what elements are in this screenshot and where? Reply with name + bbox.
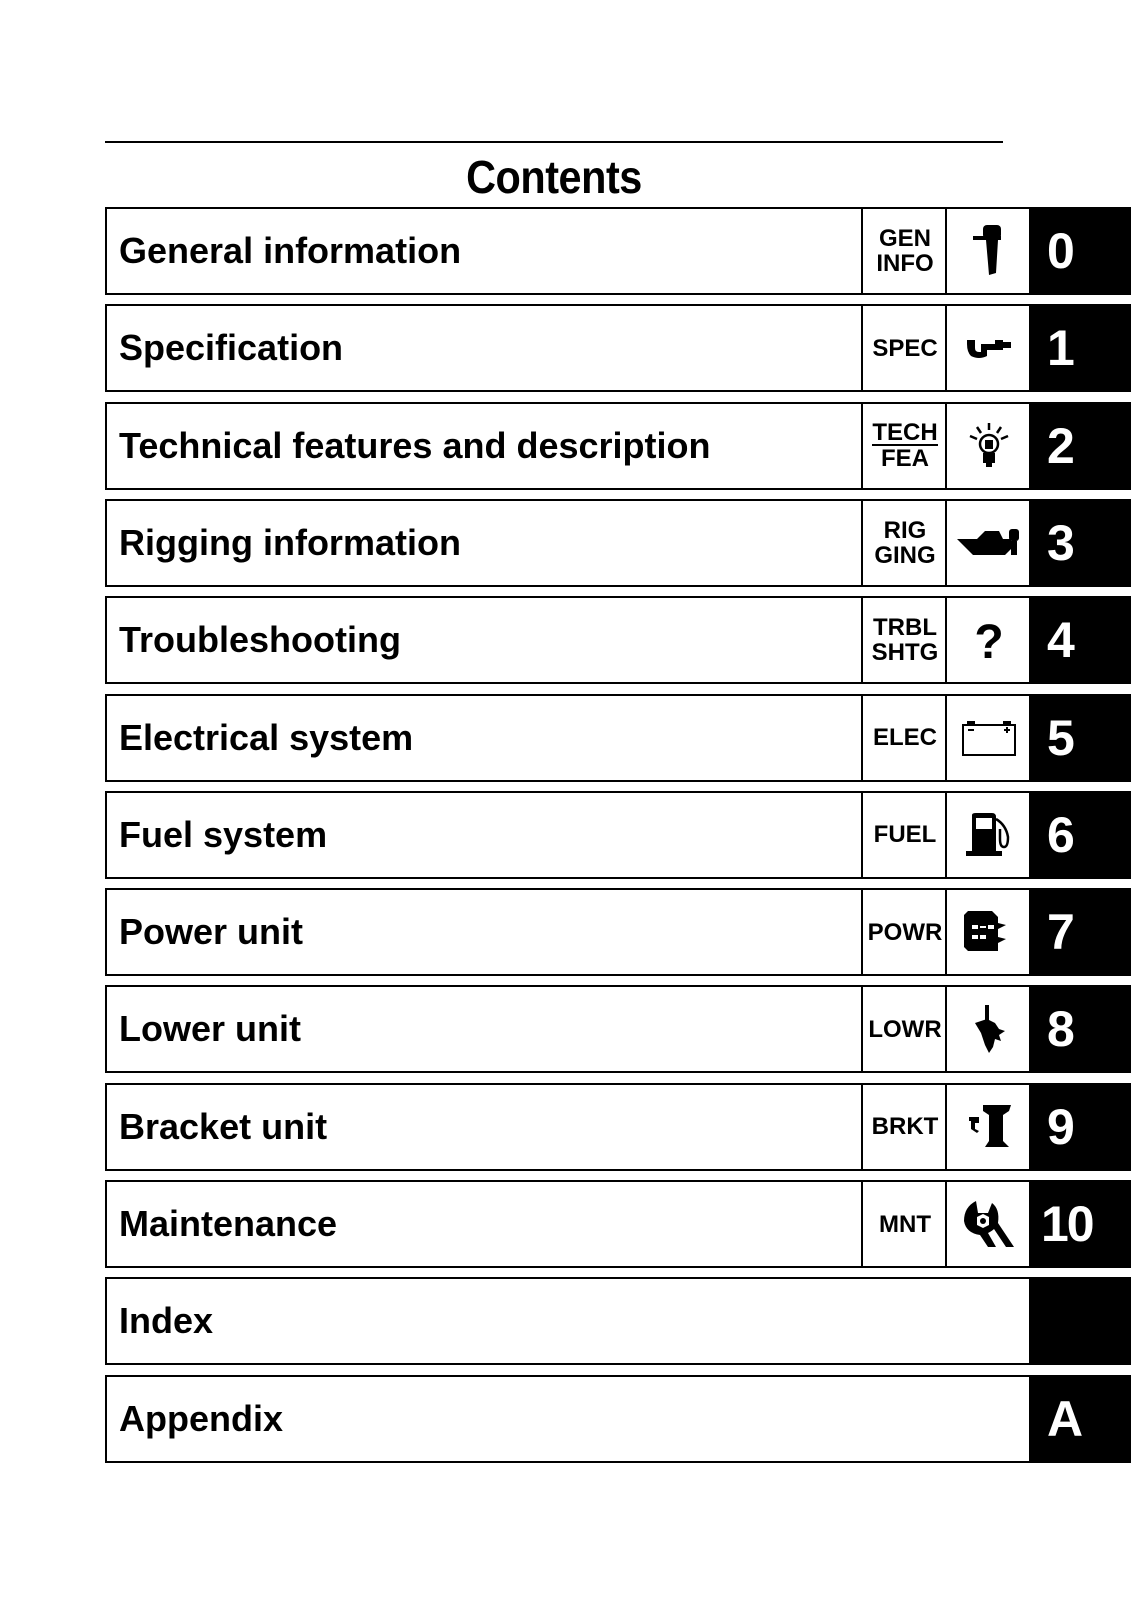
abbreviation-line: SHTG: [871, 639, 939, 667]
contents-row-specification[interactable]: [105, 304, 1131, 392]
abbreviation-line: TECH: [872, 418, 938, 446]
section-abbreviation: [861, 598, 947, 682]
section-title[interactable]: Technical features and description: [119, 424, 711, 466]
chapter-tab[interactable]: 0: [1029, 207, 1131, 295]
chapter-tab[interactable]: 6: [1029, 791, 1131, 879]
chapter-tab[interactable]: 5: [1029, 694, 1131, 782]
section-abbreviation: [861, 890, 947, 974]
row-box: [105, 1180, 1031, 1268]
micrometer-icon: [945, 306, 1031, 390]
chapter-tab[interactable]: 3: [1029, 499, 1131, 587]
chapter-tab[interactable]: 9: [1029, 1083, 1131, 1171]
contents-row-rigging-information[interactable]: [105, 499, 1131, 587]
light-bulb-icon: [945, 404, 1031, 488]
chapter-tab[interactable]: 2: [1029, 402, 1131, 490]
section-title[interactable]: Electrical system: [119, 716, 414, 758]
contents-row-lower-unit[interactable]: [105, 985, 1131, 1073]
row-box: [105, 596, 1031, 684]
section-title[interactable]: Fuel system: [119, 813, 328, 855]
abbreviation-line: RIG: [883, 516, 927, 544]
contents-row-power-unit[interactable]: [105, 888, 1131, 976]
row-box: [105, 402, 1031, 490]
page-title: Contents: [466, 151, 642, 203]
section-title[interactable]: Rigging information: [119, 521, 461, 563]
contents-row-bracket-unit[interactable]: [105, 1083, 1131, 1171]
section-abbreviation: [861, 501, 947, 585]
contents-row-technical-features-and-description[interactable]: [105, 402, 1131, 490]
section-abbreviation: [861, 793, 947, 877]
abbreviation-line: ELEC: [872, 724, 937, 751]
section-abbreviation: [861, 306, 947, 390]
abbreviation-line: LOWR: [868, 1015, 942, 1043]
abbreviation-line: SPEC: [872, 334, 938, 362]
row-box: [105, 1083, 1031, 1171]
boat-icon: [945, 501, 1031, 585]
wrench-icon: [945, 1182, 1031, 1266]
abbreviation-line: INFO: [876, 250, 934, 277]
abbreviation-line: TRBL: [873, 614, 937, 642]
contents-row-maintenance[interactable]: [105, 1180, 1131, 1268]
question-mark-icon: [945, 598, 1031, 682]
contents-row-general-information[interactable]: [105, 207, 1131, 295]
section-title[interactable]: Power unit: [119, 911, 304, 953]
svg-text:?: ?: [974, 618, 1004, 663]
chapter-tab[interactable]: 8: [1029, 985, 1131, 1073]
abbreviation-line: BRKT: [871, 1113, 939, 1141]
abbreviation-line: MNT: [879, 1210, 931, 1238]
section-abbreviation: [861, 1085, 947, 1169]
top-rule: [105, 141, 1003, 143]
row-box: [105, 791, 1031, 879]
abbreviation-line: FEA: [881, 444, 929, 472]
abbreviation-line: GEN: [878, 225, 931, 252]
section-title[interactable]: Specification: [119, 327, 344, 369]
section-abbreviation: [861, 1182, 947, 1266]
chapter-tab[interactable]: [1029, 1277, 1131, 1365]
contents-row-appendix[interactable]: [105, 1375, 1131, 1463]
bracket-icon: [945, 1085, 1031, 1169]
section-title[interactable]: Maintenance: [119, 1203, 338, 1244]
section-title[interactable]: Lower unit: [119, 1008, 301, 1050]
row-box: [105, 304, 1031, 392]
section-abbreviation: [861, 404, 947, 488]
battery-icon: [945, 696, 1031, 780]
row-box: [105, 694, 1031, 782]
section-abbreviation: [861, 209, 947, 293]
contents-row-fuel-system[interactable]: [105, 791, 1131, 879]
row-box: [105, 499, 1031, 587]
chapter-tab[interactable]: 1: [1029, 304, 1131, 392]
fuel-pump-icon: [945, 793, 1031, 877]
section-title[interactable]: General information: [119, 230, 462, 271]
contents-row-electrical-system[interactable]: [105, 694, 1131, 782]
chapter-tab[interactable]: A: [1029, 1375, 1131, 1463]
row-box: [105, 207, 1031, 295]
row-box: [105, 888, 1031, 976]
section-title[interactable]: Index: [119, 1300, 214, 1342]
chapter-tab[interactable]: 10: [1029, 1180, 1131, 1268]
section-title[interactable]: Appendix: [119, 1397, 284, 1439]
row-box: [105, 985, 1031, 1073]
lower-unit-icon: [945, 987, 1031, 1071]
contents-row-troubleshooting[interactable]: [105, 596, 1131, 684]
contents-row-index[interactable]: [105, 1277, 1131, 1365]
chapter-tab[interactable]: 4: [1029, 596, 1131, 684]
section-title[interactable]: Troubleshooting: [119, 619, 401, 661]
row-box: [105, 1277, 1031, 1365]
chapter-tab[interactable]: 7: [1029, 888, 1131, 976]
section-title[interactable]: Bracket unit: [119, 1105, 328, 1147]
section-abbreviation: [861, 987, 947, 1071]
section-abbreviation: [861, 696, 947, 780]
engine-block-icon: [945, 890, 1031, 974]
abbreviation-line: GING: [874, 541, 936, 569]
outboard-motor-icon: [945, 209, 1031, 293]
abbreviation-line: POWR: [867, 918, 943, 946]
row-box: [105, 1375, 1031, 1463]
abbreviation-line: FUEL: [873, 821, 937, 849]
